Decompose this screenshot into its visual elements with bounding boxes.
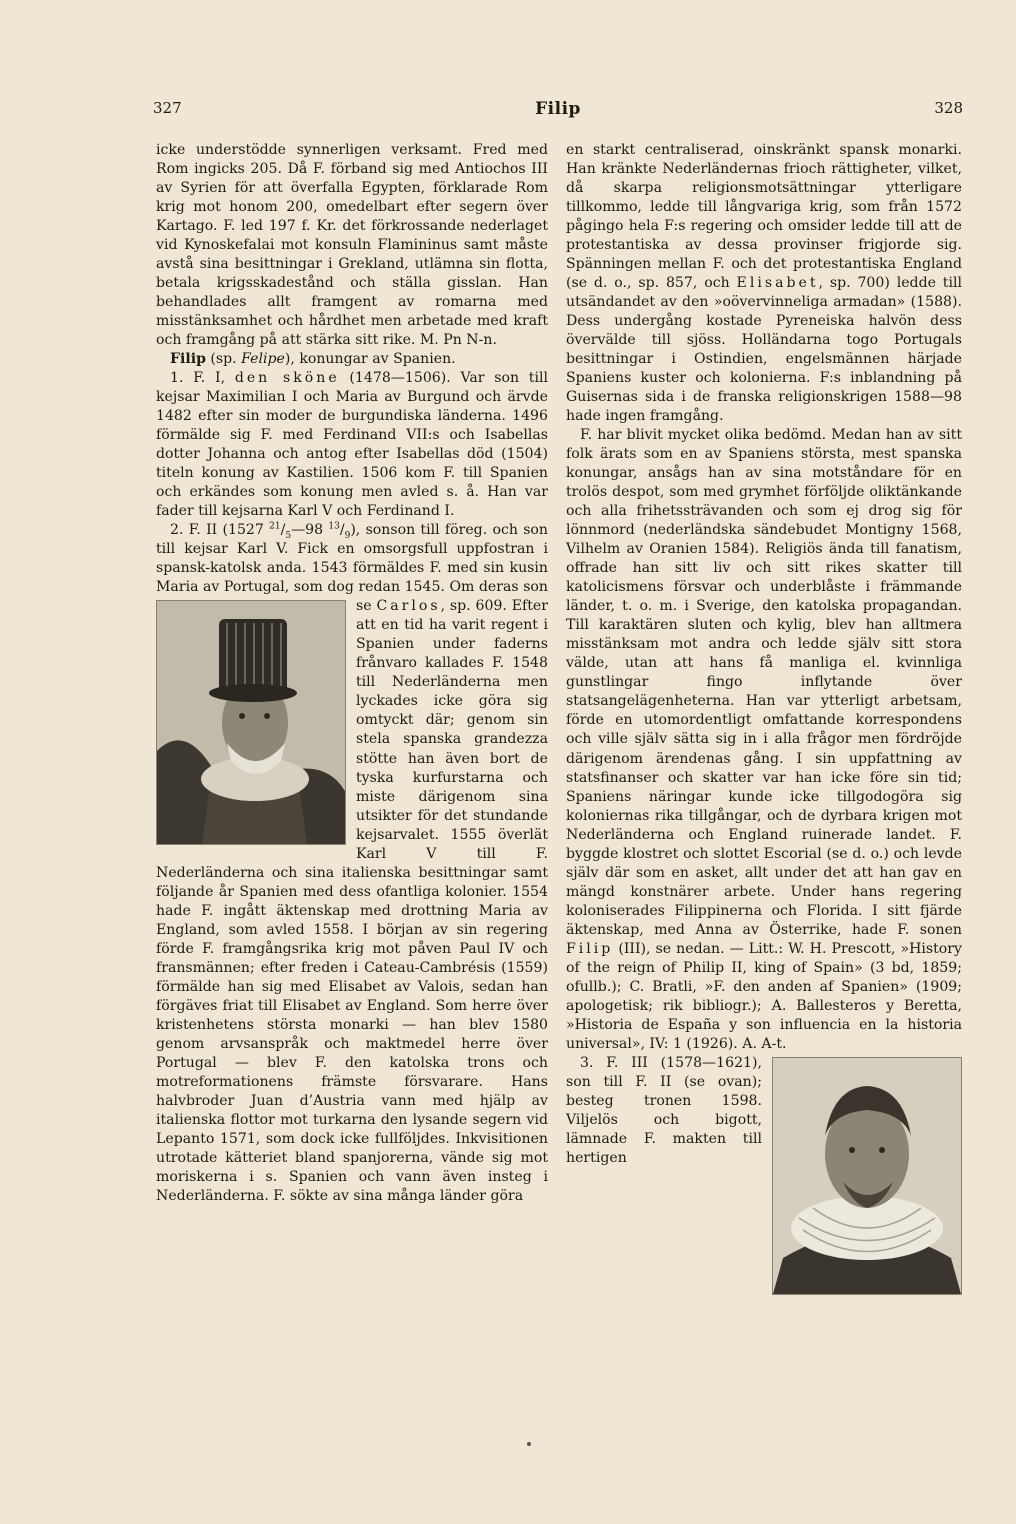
portrait-philip-iii: [772, 1057, 962, 1295]
section-epithet: den sköne: [234, 370, 340, 387]
paragraph: [566, 141, 962, 426]
author-signature: A. A-t.: [742, 1035, 787, 1052]
cross-reference: Carlos: [376, 598, 441, 615]
cross-reference: Elisabet: [736, 275, 819, 292]
date-sub: 9: [344, 531, 351, 542]
section-number: 2. F. II (1527: [170, 522, 270, 539]
date-sub: 5: [285, 531, 292, 542]
section-text: —98: [291, 522, 329, 539]
section-filip-iii: [566, 1054, 962, 1168]
section-number: 1. F. I,: [170, 370, 235, 387]
page-header: [153, 99, 963, 125]
entry-title: Filip: [170, 351, 206, 368]
paragraph-text: en starkt centraliserad, oinskränkt spansk monarki. Han kränkte Nederländernas frioch rättigheter, vilket, då skarpa religionsmotsättningar ytterligare tillkommo, ledde till långvariga krig, som från 1572 pågingo hela F:s regering och omsider ledde till att de protestantiska av dessa provinser frigjorde sig. Spänningen mellan F. och det protestantiska England (se d. o., sp. 857, och: [566, 142, 962, 292]
paragraph-text: icke understödde synnerligen verksamt. Fred med Rom ingicks 205. Då F. förband sig med Antiochos III av Syrien för att överfalla Egypten, förklarade Rom krig mot honom 200, omedelbart efter segern över Kartago. F. led 197 f. Kr. det förkrossande nederlaget vid Kynoskefalai mot konsuln Flamininus samt måste avstå sina besittningar i Grekland, utlämna sin flotta, betala krigsskadestånd och ställa gisslan. Han behandlades allt framgent av romarna med misstänksamhet och hårdhet men arbetade med kraft och framgång på att stärka sitt rike.: [156, 142, 548, 349]
paragraph-text: F. har blivit mycket olika bedömd. Medan han av sitt folk ärats som en av Spaniens största, mest spanska konungar, ansågs han av sina motståndare för en trolös despot, som med grymhet förföljde oliktänkande och alla frihetssträvanden och som ej drog sig för lönnmord (nederländska sändebudet Montigny 1568, Vilhelm av Oranien 1584). Religiös ända till fanatism, offrade han sitt liv och sitt rikes skatter till katolicismens försvar och underblåste i främmande länder, t. o. m. i Sverige, den katolska propagandan. Till karaktären sluten och kylig, blev han alltmera misstänksam mot andra och ledde själv sitt stora välde, utan att hans få manliga el. kvinnliga gunstlingar fingo inflytande över statsangelägenheterna. Han var ytterligt arbetsam, förde en utomordentligt omfattande korrespondens och ville själv sätta sig in i alla frågor men fördröjde därigenom ärendenas gång. I sin uppfattning av statsfinanser och skatter var han icke före sin tid; Spaniens näringar kunde icke tillgodogöra sig koloniernas rika tillgångar, och de dyrbara krigen mot Nederländerna och England ruinerade landet. F. byggde klostret och slottet Escorial (se d. o.) och levde själv där som en asket, allt under det att han gav en mängd konstnärer arbete. Under hans regering koloniserades Filippinerna och Florida. I sitt fjärde äktenskap, med Anna av Österrike, hade F. sonen: [566, 427, 962, 938]
left-column: [156, 141, 548, 1206]
paragraph: [566, 426, 962, 1054]
entry-text-italic: Felipe: [241, 351, 285, 368]
section-text: 3. F. III (1578—1621), son till F. II (se ovan); besteg tronen 1598. Viljelös och bigott, lämnade F. makten till hertigen: [566, 1054, 762, 1166]
date-sup: 21: [269, 521, 281, 532]
entry-text: ), konungar av Spanien.: [284, 351, 456, 368]
page-number-left: 327: [153, 99, 182, 117]
print-dot: [527, 1442, 531, 1446]
author-signature: M. Pn N-n.: [419, 332, 497, 349]
cross-reference: Filip: [566, 940, 614, 957]
entry-heading: [156, 350, 548, 369]
section-text: , sp. 609. Efter att en tid ha varit regent i Spanien under faderns frånvaro kallades F. 1548 till Nederländerna men lyckades icke göra sig omtyckt där; genom sin stela spanska grandezza stötte han även bort de tyska kurfurstarna och miste därigenom sina utsikter för det stundande kejsarvalet. 1555 överlät Karl V till F. Nederländerna och sina italienska besittningar samt följande år Spanien med dess ofantliga kolonier. 1554 hade F. ingått äktenskap med drottning Maria av England, som avled 1558. I början av sin regering förde F. framgångsrika krig mot påven Paul IV och fransmännen; efter freden i Cateau-Cambrésis (1559) förmälde han sig med Elisabet av Valois, sedan han förgäves friat till Elisabet av England. Som herre över kristenhetens största monarki — han blev 1580 genom arvsanspråk och maktmedel herre över Portugal — blev F. den katolska trons och motreformationens främste försvarare. Hans halvbroder Juan d’Austria vann med hjälp av italienska flottor mot turkarna den lysande segern vid Lepanto 1571, som dock icke fullföljdes. Inkvisitionen utrotade kätteriet bland spanjorerna, vände sig mot moriskerna i s. Spanien och vann även insteg i Nederländerna. F. sökte av sina många länder göra: [156, 598, 548, 1204]
entry-text: (sp.: [210, 351, 242, 368]
section-filip-i: [156, 369, 548, 521]
paragraph: [156, 141, 548, 350]
section-text: (1478—1506). Var son till kejsar Maximilian I och Maria av Burgund och ärvde 1482 efter sin moder de burgundiska länderna. 1496 förmälde sig F. med Ferdinand VII:s och Isabellas dotter Johanna och antog efter Isabellas död (1504) titeln konung av Kastilien. 1506 kom F. till Spanien och erkändes som konung men avled s. å. Han var fader till kejsarna Karl V och Ferdinand I.: [156, 370, 548, 520]
paragraph-text: (III), se nedan. — Litt.: W. H. Prescott, »History of the reign of Philip II, king of Spain» (3 bd, 1859; ofullb.); C. Bratli, »F. den anden af Spanien» (1909; apologetisk; rik bibliogr.); A. Ballesteros y Beretta, »Historia de España y son influencia en la historia universal», IV: 1 (1926).: [566, 940, 962, 1052]
running-title: Filip: [535, 99, 581, 119]
right-column: [566, 141, 962, 1297]
portrait-philip-ii: [156, 600, 346, 845]
page-number-right: 328: [934, 99, 963, 117]
section-filip-ii: 2. F. II (1527 $^{21}/_5—98$ $^{13}/_9$), sonson till föreg. och son till kejsar Karl V. Fick en omsorgsfull uppfostran i spansk-katolsk anda. 1543 förmäldes F. med sin kusin Maria av Portugal, som dog redan 1545. Om deras son se Carlos, sp. 609. Efter att en tid ha varit regent i Spanien under faderns frånvaro kallades F. 1548 till Nederländerna men lyckades icke göra sig omtyckt där; genom sin stela spanska grandezza stötte han även bort de tyska kurfurstarna och miste därigenom sina utsikter för det stundande kejsarvalet. 1555 överlät Karl V till F. Nederländerna och sina italienska besittningar samt följande år Spanien med dess ofantliga kolonier. 1554 hade F. ingått äktenskap med drottning Maria av England, som avled 1558. I början av sin regering förde F. framgångsrika krig mot påven Paul IV och fransmännen; efter freden i Cateau-Cambrésis (1559) förmälde han sig med Elisabet av Valois, sedan han förgäves friat till Elisabet av England. Som herre över kristenhetens största monarki — han blev 1580 genom arvsanspråk och maktmedel herre över Portugal — blev F. den katolska trons och motreformationens främste försvarare. Hans halvbroder Juan d’Austria vann med hjälp av italienska flottor mot turkarna den lysande segern vid Lepanto 1571, som dock icke fullföljdes. Inkvisitionen utrotade kätteriet bland spanjorerna, vände sig mot moriskerna i s. Spanien och vann även insteg i Nederländerna. F. sökte av sina många länder göra: [156, 521, 548, 1204]
date-sup: 13: [328, 521, 340, 532]
paragraph-text: , sp. 700) ledde till utsändandet av den »oövervinneliga armadan» (1588). Dess undergång kostade Pyreneiska halvön dess övervälde till sjöss. Holländarna togo Portugals besittningar i Ostindien, engelsmännen härjade Spaniens kuster och kolonierna. F:s inblandning på Guisernas sida i de franska religionskrigen 1588—98 hade ingen framgång.: [566, 275, 962, 425]
section-text: ), sonson till föreg. och son till kejsar Karl V. Fick en omsorgsfull uppfostran i spansk-katolsk anda. 1543 förmäldes F. med sin kusin Maria av Portugal, som dog redan 1545. Om deras son se: [156, 522, 548, 615]
